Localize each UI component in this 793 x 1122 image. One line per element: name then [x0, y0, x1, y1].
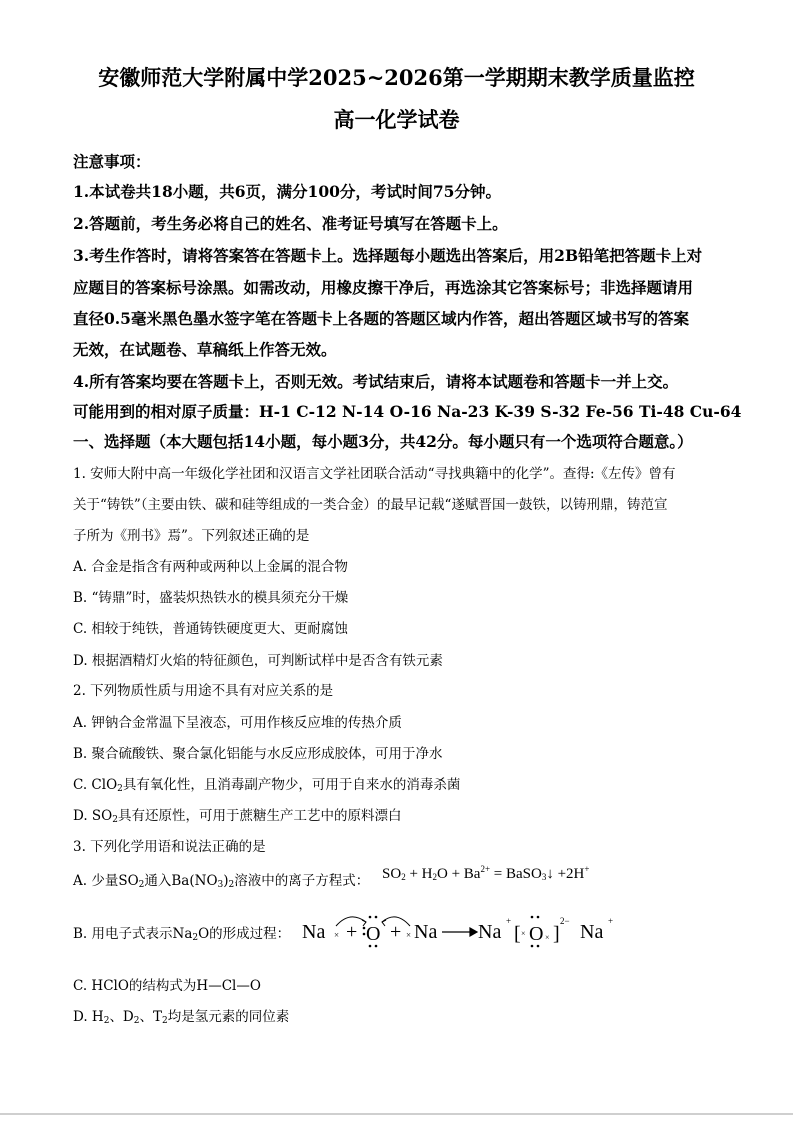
notice-item-1: 1.本试卷共18小题，共6页，满分100分，考试时间75分钟。	[73, 182, 501, 201]
electron-cross: ×	[334, 930, 340, 940]
q1-option-a: A. 合金是指含有两种或两种以上金属的混合物	[73, 559, 348, 575]
exam-title-line1: 安徽师范大学附属中学2025~2026第一学期期末教学质量监控	[98, 65, 695, 90]
q3-option-a: A. 少量$SO_2$通入$Ba(NO_3)_2$溶液中的离子方程式：	[73, 873, 370, 890]
plus-sign: +	[346, 921, 358, 943]
atomic-masses: 可能用到的相对原子质量：H-1 C-12 N-14 O-16 Na-23 K-39 S-32 Fe-56 Ti-48 Cu-64	[73, 402, 742, 421]
q2-stem: 2. 下列物质性质与用途不具有对应关系的是	[73, 683, 334, 699]
sodium-ion-right: Na	[580, 921, 604, 943]
q3-option-c: C. HClO的结构式为H—Cl—O	[73, 978, 261, 994]
notice-item-3c: 直径0.5毫米黑色墨水签字笔在答题卡上各题的答题区域内作答，超出答题区域书写的答案	[73, 309, 689, 328]
bracket-left: [	[514, 923, 521, 945]
sodium-atom-left: Na	[302, 921, 326, 943]
electron-cross: ×	[521, 929, 526, 938]
q3-option-b-electron-formula	[300, 908, 620, 954]
notice-item-2: 2.答题前，考生务必将自己的姓名、准考证号填写在答题卡上。	[73, 214, 508, 233]
notice-item-4: 4.所有答案均要在答题卡上，否则无效。考试结束后，请将本试题卷和答题卡一并上交。	[73, 372, 679, 391]
notice-item-3b: 应题目的答案标号涂黑。如需改动，用橡皮擦干净后，再选涂其它答案标号；非选择题请用	[73, 278, 694, 297]
q3-stem: 3. 下列化学用语和说法正确的是	[73, 839, 266, 855]
q1-stem-line2: 关于“铸铁”（主要由铁、碳和硅等组成的一类合金）的最早记载“遂赋晋国一鼓铁，以铸刑鼎，铸范宣	[73, 497, 668, 513]
notice-item-3a: 3.考生作答时，请将答案答在答题卡上。选择题每小题选出答案后，用2B铅笔把答题卡上对	[73, 246, 703, 265]
exam-title-line2: 高一化学试卷	[333, 107, 460, 132]
q2-option-c: C. ClO$_2$具有氧化性，且消毒副产物少，可用于自来水的消毒杀菌	[73, 777, 461, 794]
notice-heading: 注意事项：	[73, 152, 151, 171]
electron-cross: ×	[545, 933, 550, 942]
charge-plus-left: +	[506, 916, 512, 926]
section-heading-choice: 一、选择题（本大题包括14小题，每小题3分，共42分。每小题只有一个选项符合题意。）	[73, 432, 693, 451]
q2-option-d: D. $SO_2$具有还原性，可用于蔗糖生产工艺中的原料漂白	[73, 808, 402, 825]
q1-option-b: B. “铸鼎”时，盛装炽热铁水的模具须充分干燥	[73, 590, 349, 606]
q2-option-b: B. 聚合硫酸铁、聚合氯化铝能与水反应形成胶体，可用于净水	[73, 746, 443, 762]
charge-2minus: 2−	[560, 916, 570, 926]
oxygen-atom: O	[366, 923, 381, 945]
q1-option-d: D. 根据酒精灯火焰的特征颜色，可判断试样中是否含有铁元素	[73, 653, 443, 669]
q1-stem-line1: 1. 安师大附中高一年级化学社团和汉语言文学社团联合活动“寻找典籍中的化学”。查得:《左传》曾有	[73, 466, 676, 482]
q1-option-c: C. 相较于纯铁，普通铸铁硬度更大、更耐腐蚀	[73, 621, 348, 637]
oxide-ion: O	[529, 923, 544, 945]
sodium-ion-left: Na	[478, 921, 502, 943]
electron-cross: ×	[406, 930, 412, 940]
notice-item-3d: 无效，在试题卷、草稿纸上作答无效。	[73, 340, 337, 359]
q1-stem-line3: 子所为《刑书》焉”。下列叙述正确的是	[73, 528, 310, 544]
q3-option-b: B. 用电子式表示$Na_2O$的形成过程：	[73, 926, 291, 943]
q3-option-d: D. $H_2$、$D_2$、$T_2$均是氢元素的同位素	[73, 1009, 290, 1026]
page-bottom-divider	[0, 1113, 793, 1115]
plus-sign: +	[390, 921, 402, 943]
q3-option-a-ionic-equation: $SO_2 + H_2O + Ba^{2+}$ = BaSO$_3$↓ +2H+	[382, 864, 590, 882]
bracket-right: ]	[553, 923, 560, 945]
charge-plus-right: +	[608, 916, 614, 926]
q2-option-a: A. 钾钠合金常温下呈液态，可用作核反应堆的传热介质	[73, 715, 402, 731]
sodium-atom-right: Na	[414, 921, 438, 943]
reaction-arrow	[442, 928, 477, 936]
